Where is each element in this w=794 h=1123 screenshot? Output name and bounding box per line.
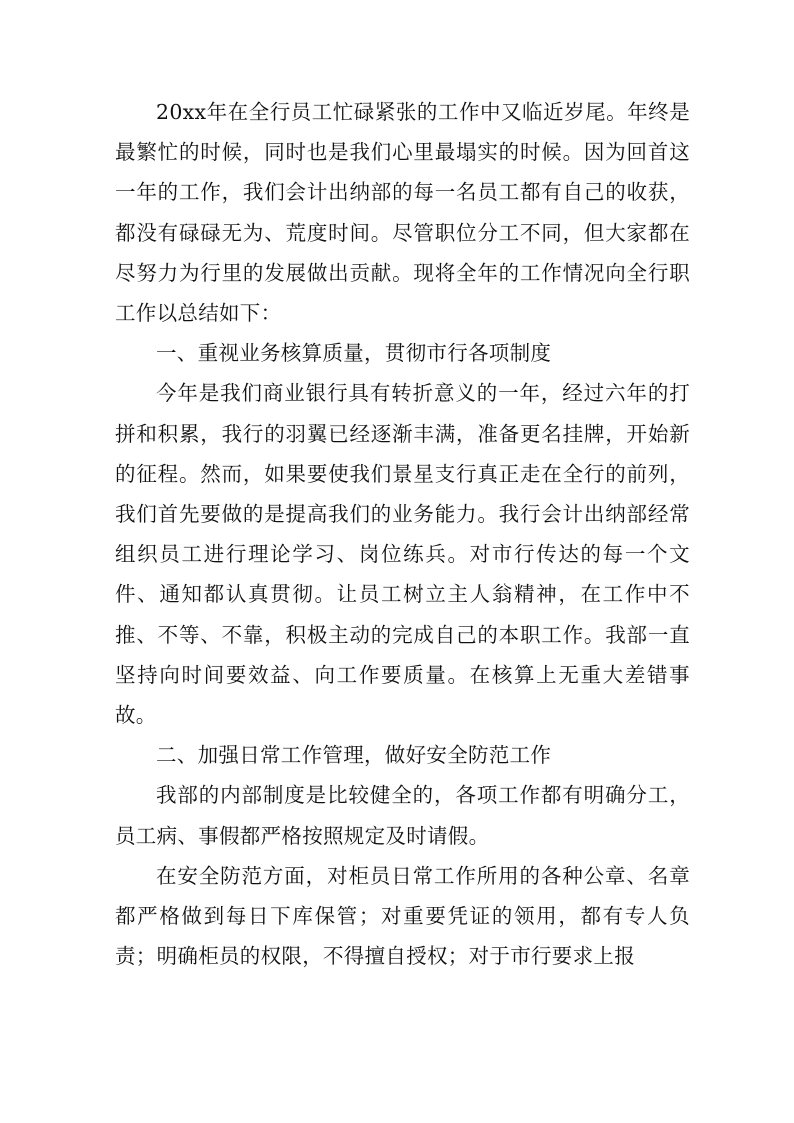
document-body bbox=[115, 92, 690, 976]
intro-paragraph: 20xx年在全行员工忙碌紧张的工作中又临近岁尾。年终是最繁忙的时候，同时也是我们心里最塌实的时候。因为回首这一年的工作，我们会计出纳部的每一名员工都有自己的收获，都没有碌碌无为、荒度时间。尽管职位分工不同，但大家都在尽努力为行里的发展做出贡献。现将全年的工作情况向全行职工作以总结如下： bbox=[115, 100, 690, 326]
section-2-paragraph-2: 在安全防范方面，对柜员日常工作所用的各种公章、名章都严格做到每日下库保管；对重要凭证的领用，都有专人负责；明确柜员的权限，不得擅自授权；对于市行要求上报 bbox=[115, 863, 690, 969]
section-2-paragraph-1: 我部的内部制度是比较健全的，各项工作都有明确分工，员工病、事假都严格按照规定及时请假。 bbox=[115, 783, 690, 848]
section-1-paragraph: 今年是我们商业银行具有转折意义的一年，经过六年的打拼和积累，我行的羽翼已经逐渐丰满，准备更名挂牌，开始新的征程。然而，如果要使我们景星支行真正走在全行的前列，我们首先要做的是提高我们的业务能力。我行会计出纳部经常组织员工进行理论学习、岗位练兵。对市行传达的每一个文件、通知都认真贯彻。让员工树立主人翁精神，在工作中不推、不等、不靠，积极主动的完成自己的本职工作。我部一直坚持向时间要效益、向工作要质量。在核算上无重大差错事故。 bbox=[115, 381, 690, 728]
section-heading-1: 一、重视业务核算质量，贯彻市行各项制度 bbox=[156, 341, 552, 366]
section-heading-2: 二、加强日常工作管理，做好安全防范工作 bbox=[156, 743, 552, 768]
